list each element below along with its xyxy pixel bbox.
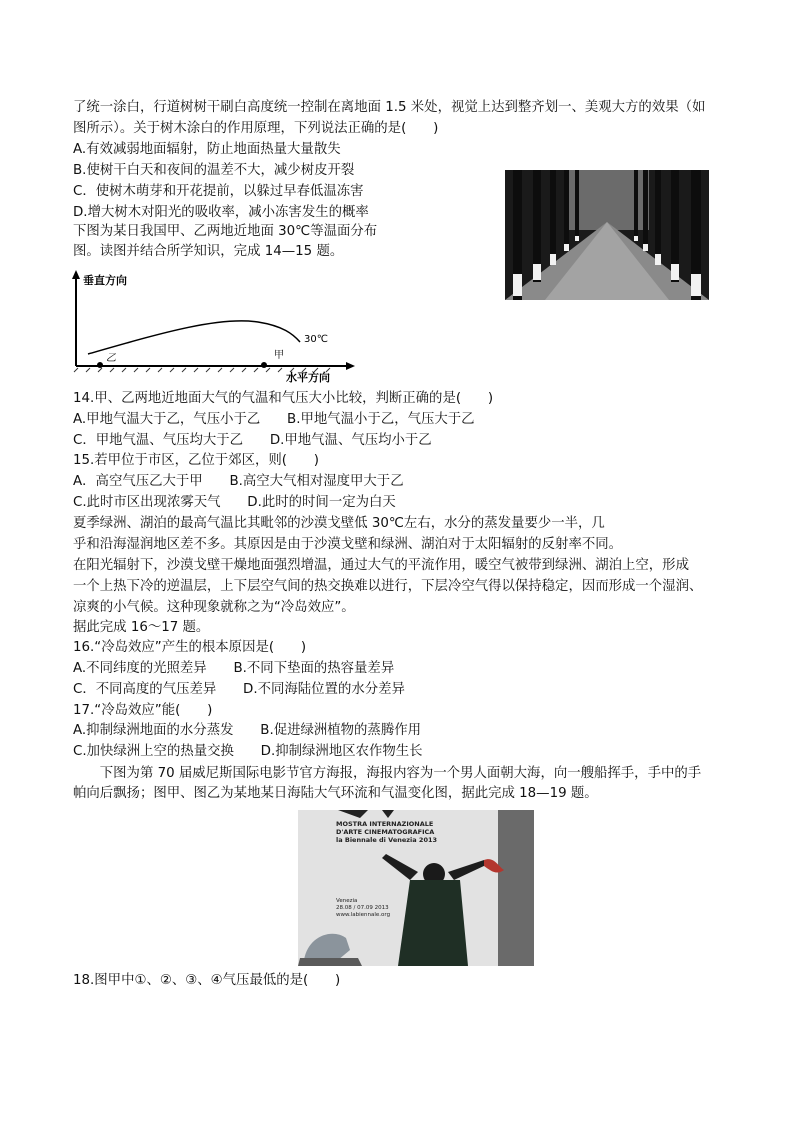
isotherm-label: 30℃ [304,334,328,345]
poster-title-line-3: la Biennale di Venezia 2013 [336,836,438,844]
question-15-stem: 15.若甲位于市区，乙位于郊区，则( ) [73,453,319,468]
point-jia-label: 甲 [274,350,284,361]
options-14-cd: C．甲地气温、气压均大于乙 D.甲地气温、气压均小于乙 [73,433,432,448]
intro-14-15-line-1: 下图为某日我国甲、乙两地近地面 30℃等温面分布 [73,224,378,239]
intro-14-15-line-2: 图。读图并结合所学知识，完成 14—15 题。 [73,244,344,259]
intro-18-19-line-1: 下图为第 70 届威尼斯国际电影节官方海报，海报内容为一个男人面朝大海，向一艘船挥手，手中的手 [73,766,702,781]
y-axis-label: 垂直方向 [83,274,127,287]
options-16-cd: C．不同高度的气压差异 D.不同海陆位置的水分差异 [73,682,405,697]
option-13a: A.有效减弱地面辐射，防止地面热量大量散失 [73,142,341,157]
x-axis-label: 水平方向 [286,371,330,384]
passage-line-3: 在阳光辐射下，沙漠戈壁干燥地面强烈增温，通过大气的平流作用，暖空气被带到绿洲、湖泊上空，形成 [73,558,689,573]
isotherm-diagram [68,268,358,386]
isotherm-30c-curve [88,321,300,354]
options-14-ab: A.甲地气温大于乙，气压小于乙 B.甲地气温小于乙，气压大于乙 [73,412,475,427]
passage-line-1: 夏季绿洲、湖泊的最高气温比其毗邻的沙漠戈壁低 30℃左右，水分的蒸发量要少一半，几 [73,516,605,531]
options-16-ab: A.不同纬度的光照差异 B.不同下垫面的热容量差异 [73,661,395,676]
passage-line-2: 乎和沿海湿润地区差不多。其原因是由于沙漠戈壁和绿洲、湖泊对于太阳辐射的反射率不同。 [73,537,623,552]
question-18-stem: 18.图甲中①、②、③、④气压最低的是( ) [73,973,341,988]
poster-title-line-2: D'ARTE CINEMATOGRAFICA [336,828,435,836]
question-17-stem: 17.“冷岛效应”能( ) [73,703,213,718]
poster-city: Venezia [336,898,358,904]
question-13-stem: 图所示）。关于树木涂白的作用原理，下列说法正确的是( ) [73,121,439,136]
point-yi-marker [97,362,103,368]
question-16-stem: 16.“冷岛效应”产生的根本原因是( ) [73,640,307,655]
options-17-cd: C.加快绿洲上空的热量交换 D.抑制绿洲地区农作物生长 [73,744,423,759]
y-axis-arrow [72,270,80,279]
passage-line-4: 一个上热下冷的逆温层，上下层空气间的热交换难以进行，下层冷空气得以保持稳定，因而形成一个湿润、 [73,579,703,594]
point-jia-marker [261,362,267,368]
option-13b: B.使树干白天和夜间的温差不大，减少树皮开裂 [73,163,355,178]
option-13d: D.增大树木对阳光的吸收率，减小冻害发生的概率 [73,205,369,220]
question-14-stem: 14.甲、乙两地近地面大气的气温和气压大小比较，判断正确的是( ) [73,391,494,406]
options-15-ab: A．高空气压乙大于甲 B.高空大气相对湿度甲大于乙 [73,474,404,489]
x-axis-arrow [346,362,355,370]
poster-website: www.labiennale.org [336,912,391,918]
option-13c: C．使树木萌芽和开花提前，以躲过早春低温冻害 [73,184,364,199]
poster-dates: 28.08 / 07.09 2013 [336,905,389,911]
tree-trunk-whitewash-photo [505,170,709,300]
passage-line-5: 凉爽的小气候。这种现象就称之为“冷岛效应”。 [73,600,355,615]
text-line-1: 了统一涂白，行道树树干刷白高度统一控制在离地面 1.5 米处，视觉上达到整齐划一、美观大方的效果（如 [73,100,706,115]
point-yi-label: 乙 [106,353,116,364]
venice-film-festival-poster [298,810,534,966]
instruction-16-17: 据此完成 16～17 题。 [73,620,210,635]
poster-title-line-1: MOSTRA INTERNAZIONALE [336,820,434,828]
intro-18-19-line-2: 帕向后飘扬；图甲、图乙为某地某日海陆大气环流和气温变化图，据此完成 18—19 题。 [73,786,598,801]
options-17-ab: A.抑制绿洲地面的水分蒸发 B.促进绿洲植物的蒸腾作用 [73,723,421,738]
options-15-cd: C.此时市区出现浓雾天气 D.此时的时间一定为白天 [73,495,396,510]
